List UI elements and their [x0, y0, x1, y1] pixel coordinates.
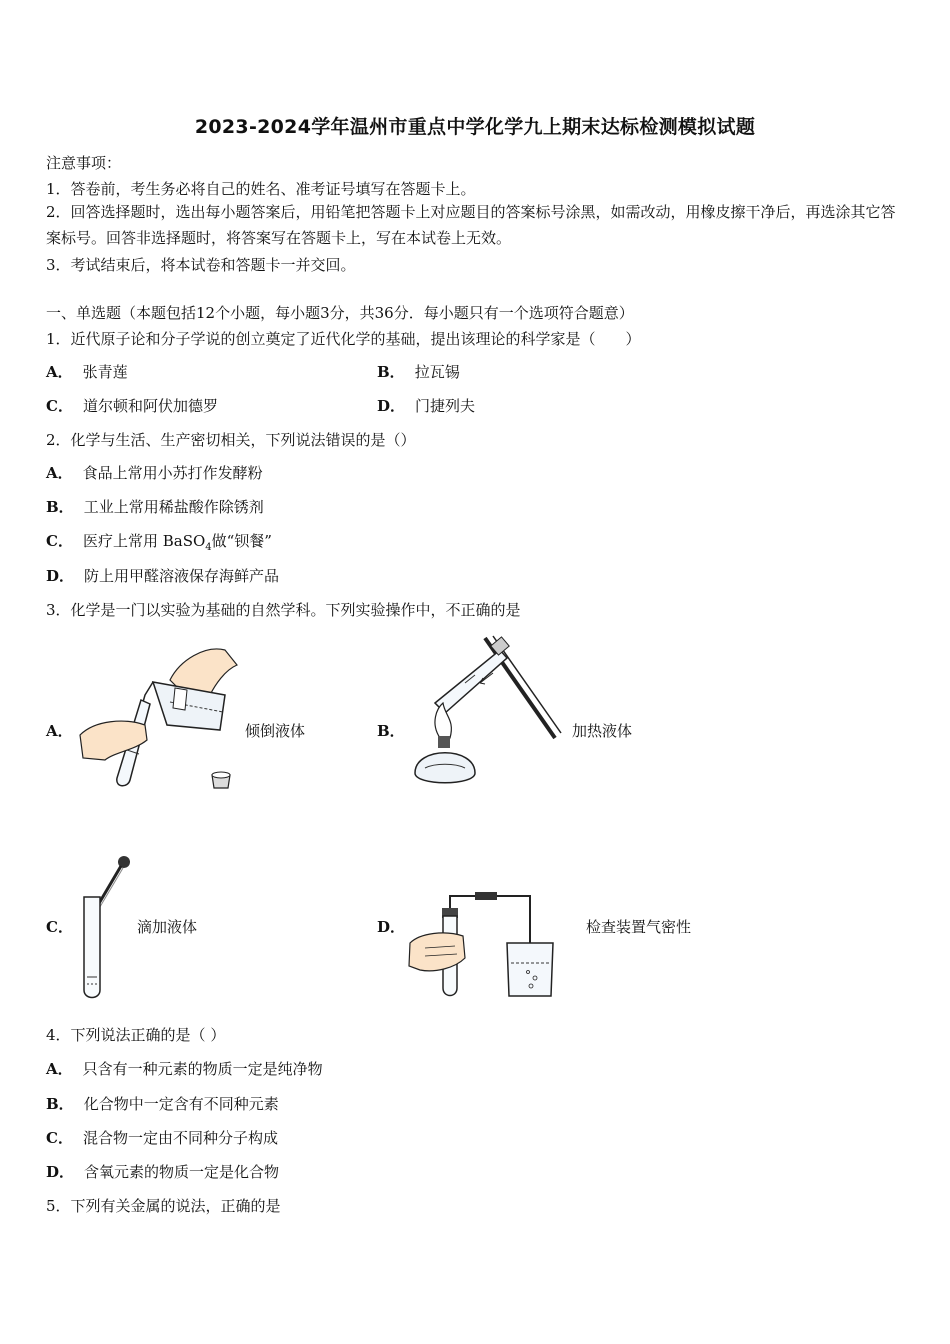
q2-stem: 2．化学与生活、生产密切相关，下列说法错误的是（） [46, 431, 416, 449]
q2-option-a[interactable] [46, 462, 263, 483]
option-label: A． [46, 1060, 73, 1078]
option-label: A． [46, 464, 73, 482]
notice-heading: 注意事项： [46, 154, 122, 172]
option-label: D． [46, 1163, 75, 1181]
notice-item-2: 2．回答选择题时，选出每小题答案后，用铅笔把答题卡上对应题目的答案标号涂黑，如需改动，用橡皮擦干净后，再选涂其它答案标号。回答非选择题时，将答案写在答题卡上，写在本试卷上无效。 [46, 203, 896, 247]
option-label: B． [377, 363, 405, 381]
option-text: 道尔顿和阿伏加德罗 [82, 397, 218, 415]
page-title: 2023-2024学年温州市重点中学化学九上期末达标检测模拟试题 [194, 116, 756, 138]
q3-caption-c: 滴加液体 [137, 918, 198, 936]
section-header: 一、单选题（本题包括12个小题，每小题3分，共36分．每小题只有一个选项符合题意） [46, 304, 634, 322]
airtightness-check-figure [405, 888, 565, 1003]
subscript: 4 [205, 542, 212, 553]
q4-option-a[interactable] [46, 1058, 323, 1079]
q1-option-c[interactable] [46, 395, 218, 416]
option-text: 工业上常用稀盐酸作除锈剂 [83, 498, 264, 516]
option-text: 食品上常用小苏打作发酵粉 [82, 464, 263, 482]
option-label: D． [377, 918, 406, 936]
option-label: C． [46, 532, 73, 550]
option-label: C． [46, 1129, 73, 1147]
notice-item-1: 1．答卷前，考生务必将自己的姓名、准考证号填写在答题卡上。 [46, 180, 476, 198]
q2-option-b[interactable] [46, 496, 264, 517]
q1-stem: 1．近代原子论和分子学说的创立奠定了近代化学的基础，提出该理论的科学家是（ ） [46, 330, 641, 348]
q3-caption-b: 加热液体 [572, 722, 633, 740]
option-text: 门捷列夫 [415, 397, 476, 415]
option-label: B． [46, 1095, 74, 1113]
q1-option-d[interactable] [377, 395, 475, 416]
option-label: B． [377, 722, 405, 740]
q2-option-c[interactable] [46, 530, 272, 553]
option-label: D． [377, 397, 406, 415]
option-text: 混合物一定由不同种分子构成 [82, 1129, 278, 1147]
option-text: 化合物中一定含有不同种元素 [83, 1095, 279, 1113]
option-label: C． [46, 918, 73, 936]
q1-option-a[interactable] [46, 361, 128, 382]
option-label: B． [46, 498, 74, 516]
q4-option-b[interactable] [46, 1093, 279, 1114]
q5-stem: 5．下列有关金属的说法，正确的是 [46, 1197, 281, 1215]
q4-option-c[interactable] [46, 1127, 278, 1148]
heating-liquid-figure [405, 628, 565, 793]
notice-item-3: 3．考试结束后，将本试卷和答题卡一并交回。 [46, 256, 356, 274]
dropping-liquid-figure [76, 852, 136, 1002]
option-label: C． [46, 397, 73, 415]
q3-stem: 3．化学是一门以实验为基础的自然学科。下列实验操作中，不正确的是 [46, 601, 521, 619]
q3-caption-d: 检查装置气密性 [586, 918, 692, 936]
q1-option-b[interactable] [377, 361, 460, 382]
q2-option-d[interactable] [46, 565, 279, 586]
q4-stem: 4．下列说法正确的是（ ） [46, 1026, 226, 1044]
q4-option-d[interactable] [46, 1161, 279, 1182]
option-text-post: 做“钡餐” [211, 532, 272, 550]
option-label: D． [46, 567, 75, 585]
option-text: 张青莲 [82, 363, 128, 381]
option-text: 拉瓦锡 [414, 363, 460, 381]
q3-caption-a: 倾倒液体 [245, 722, 306, 740]
option-label: A． [46, 363, 73, 381]
option-text: 含氧元素的物质一定是化合物 [84, 1163, 280, 1181]
option-text: 只含有一种元素的物质一定是纯净物 [82, 1060, 323, 1078]
option-text-pre: 医疗上常用 BaSO [82, 532, 206, 550]
option-text: 防上用甲醛溶液保存海鲜产品 [84, 567, 280, 585]
pouring-liquid-figure [75, 640, 240, 795]
option-label: A． [46, 722, 73, 740]
